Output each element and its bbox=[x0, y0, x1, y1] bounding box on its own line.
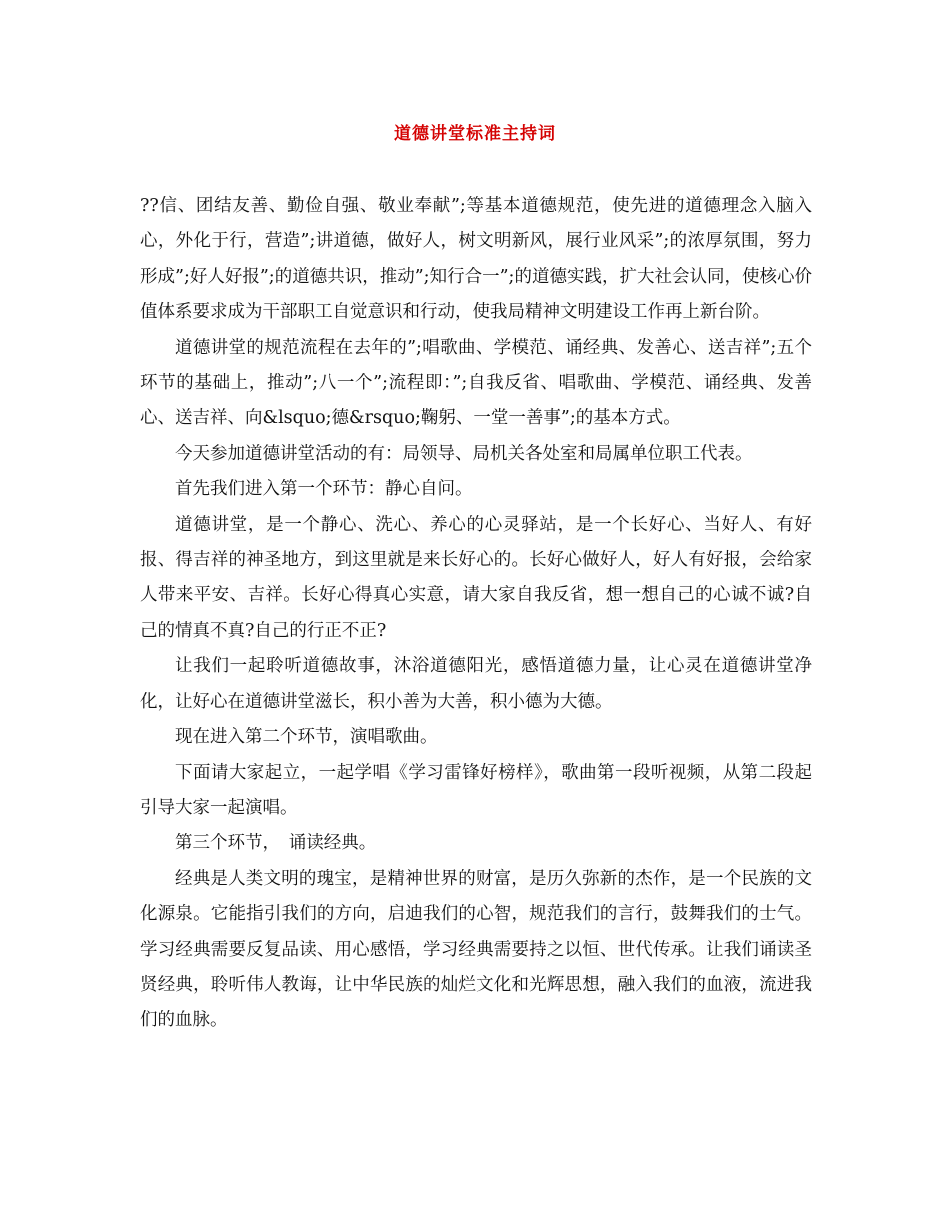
paragraph-8: 下面请大家起立，一起学唱《学习雷锋好榜样》，歌曲第一段听视频，从第二段起引导大家一起演唱。 bbox=[140, 762, 812, 818]
paragraph-2: 道德讲堂的规范流程在去年的”;唱歌曲、学模范、诵经典、发善心、送吉祥”;五个环节的基础上，推动”;八一个”;流程即：”;自我反省、唱歌曲、学模范、诵经典、发善心、送吉祥、向&lsquo;德&rsquo;鞠躬、一堂一善事”;的基本方式。 bbox=[140, 337, 812, 429]
paragraph-1: ??信、团结友善、勤俭自强、敬业奉献”;等基本道德规范，使先进的道德理念入脑入心，外化于行，营造”;讲道德，做好人，树文明新风，展行业风采”;的浓厚氛围，努力形成”;好人好报”;的道德共识，推动”;知行合一”;的道德实践，扩大社会认同，使核心价值体系要求成为干部职工自觉意识和行动，使我局精神文明建设工作再上新台阶。 bbox=[140, 196, 812, 323]
paragraph-9: 第三个环节， 诵读经典。 bbox=[175, 833, 377, 854]
paragraph-6: 让我们一起聆听道德故事，沐浴道德阳光，感悟道德力量，让心灵在道德讲堂净化，让好心在道德讲堂滋长，积小善为大善，积小德为大德。 bbox=[140, 656, 812, 712]
paragraph-5: 道德讲堂，是一个静心、洗心、养心的心灵驿站，是一个长好心、当好人、有好报、得吉祥的神圣地方，到这里就是来长好心的。长好心做好人，好人有好报，会给家人带来平安、吉祥。长好心得真心实意，请大家自我反省，想一想自己的心诚不诚?自己的情真不真?自己的行正不正? bbox=[140, 514, 812, 641]
document-title: 道德讲堂标准主持词 bbox=[394, 124, 556, 144]
paragraph-3: 今天参加道德讲堂活动的有：局领导、局机关各处室和局属单位职工代表。 bbox=[175, 443, 753, 464]
document-body bbox=[140, 189, 812, 1039]
paragraph-7: 现在进入第二个环节，演唱歌曲。 bbox=[175, 727, 438, 748]
paragraph-10: 经典是人类文明的瑰宝，是精神世界的财富，是历久弥新的杰作，是一个民族的文化源泉。它能指引我们的方向，启迪我们的心智，规范我们的言行，鼓舞我们的士气。学习经典需要反复品读、用心感悟，学习经典需要持之以恒、世代传承。让我们诵读圣贤经典，聆听伟人教诲，让中华民族的灿烂文化和光辉思想，融入我们的血液，流进我们的血脉。 bbox=[140, 868, 812, 1031]
paragraph-4: 首先我们进入第一个环节：静心自问。 bbox=[175, 479, 473, 500]
